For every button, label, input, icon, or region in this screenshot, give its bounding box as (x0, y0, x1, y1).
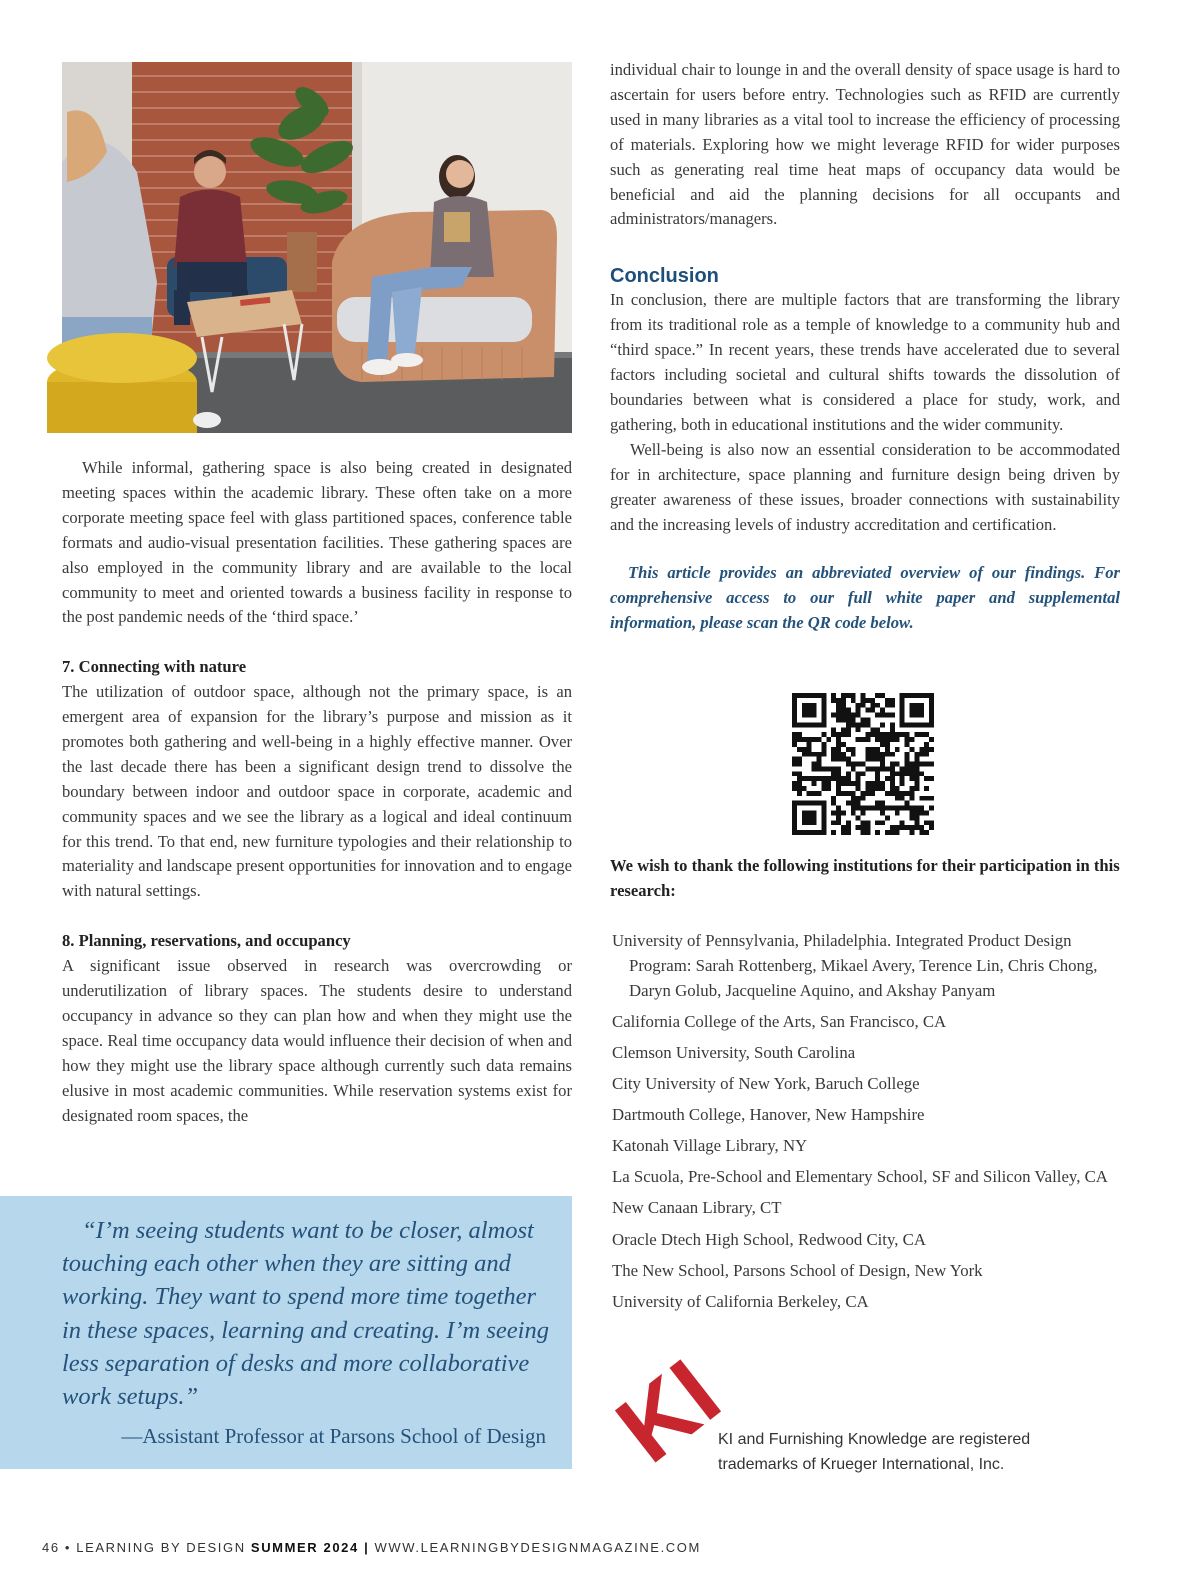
section-8-heading: 8. Planning, reservations, and occupancy (62, 931, 351, 951)
ki-logo (597, 1339, 740, 1484)
lounge-photo-illustration (62, 62, 572, 433)
institution-item: City University of New York, Baruch College (612, 1074, 920, 1094)
white-paper-callout (610, 561, 1120, 636)
magazine-name: LEARNING BY DESIGN (76, 1540, 246, 1555)
footer-divider: | (364, 1540, 370, 1555)
right-column (610, 58, 1120, 636)
institution-item: Katonah Village Library, NY (612, 1136, 808, 1156)
conclusion-paragraph-1: In conclusion, there are multiple factors that are transforming the library from its traditional role as a temple of knowledge to a community hub and “third space.” In recent years, these trends have accelerated due to several factors including societal and cultural shifts towards the dissolution of boundaries between what is considered a place for study, work, and gathering, both in educational institutions and the wider community. (610, 290, 1120, 434)
section-7-heading: 7. Connecting with nature (62, 657, 247, 677)
qr-code-icon[interactable] (792, 693, 934, 835)
left-column (62, 456, 572, 1128)
conclusion-paragraph-2: Well-being is also now an essential consideration to be accommodated for in architecture, space planning and furniture design being driven by greater awareness of these issues, broader connections with sustainability and the increasing levels of industry accreditation and certification. (610, 439, 1120, 534)
section-7-body: The utilization of outdoor space, although not the primary space, is an emergent area of expansion for the library’s purpose and mission as it promotes both gathering and well-being in a highly effective manner. Over the last decade there has been a significant design trend to dissolve the boundary between indoor and outdoor space in corporate, academic and community spaces and we see the library as a logical and ideal continuum for this trend. To that end, new furniture typologies and their relationship to materiality and landscape present opportunities for innovation and to engage with natural settings. (62, 682, 572, 901)
lounge-photo (62, 62, 572, 433)
gathering-space-paragraph: While informal, gathering space is also being created in designated meeting spaces within the academic library. These often take on a more corporate meeting space feel with glass partitioned spaces, conference table formats and audio-visual presentation facilities. These gathering spaces are also employed in the community library and are available to the local community to meet and oriented towards a business facility in response to the post pandemic needs of the ‘third space.’ (62, 458, 572, 627)
institution-item: New Canaan Library, CT (612, 1198, 782, 1218)
institution-item: The New School, Parsons School of Design, New York (612, 1260, 983, 1280)
conclusion-heading: Conclusion (610, 265, 719, 288)
institution-item: La Scuola, Pre-School and Elementary School, SF and Silicon Valley, CA (612, 1167, 1108, 1187)
callout-text: This article provides an abbreviated overview of our findings. For comprehensive access to our full white paper and supplemental information, please scan the QR code below. (610, 563, 1120, 633)
page-footer (42, 1540, 701, 1555)
footer-separator-dot: • (64, 1540, 72, 1555)
institution-item: California College of the Arts, San Francisco, CA (612, 1011, 947, 1031)
institution-item: Dartmouth College, Hanover, New Hampshire (612, 1105, 925, 1125)
institution-item: University of California Berkeley, CA (612, 1291, 869, 1311)
institution-item: Oracle Dtech High School, Redwood City, CA (612, 1229, 926, 1249)
issue-label: SUMMER 2024 (250, 1540, 359, 1555)
institution-item: Clemson University, South Carolina (612, 1043, 856, 1062)
institutions-list (612, 929, 1127, 1321)
pull-quote-content: “I’m seeing students want to be closer, almost touching each other when they are sitting and working. They want to spend more time together in these spaces, learning and creating. I’m seeing less separation of desks and more collaborative work setups.” (62, 1217, 549, 1411)
thanks-heading: We wish to thank the following institutions for their participation in this research: (610, 856, 1120, 900)
page-number: 46 (42, 1540, 60, 1555)
institution-item: University of Pennsylvania, Philadelphia. Integrated Product Design Program: Sarah Rottenberg, Mikael Avery, Terence Lin, Chris Chong, Daryn Golub, Jacqueline Aquino, and Akshay Panyam (612, 931, 1098, 1000)
pull-quote-box (0, 1196, 572, 1469)
ki-logo-text: KI (597, 1339, 740, 1484)
pull-quote-attribution: —Assistant Professor at Parsons School of Design (121, 1424, 546, 1448)
trademark-note: KI and Furnishing Knowledge are registered trademarks of Krueger International, Inc. (718, 1431, 1031, 1473)
pull-quote-text (62, 1214, 552, 1413)
section-8-body: A significant issue observed in research was overcrowding or underutilization of library spaces. The students desire to understand occupancy in advance so they can plan how and when they might use the space. Real time occupancy data would influence their decision of when and how they might use the library space although currently such data remains elusive in most academic communities. While reservation systems exist for designated room spaces, the (62, 956, 572, 1125)
continued-paragraph: individual chair to lounge in and the overall density of space usage is hard to ascertain for users before entry. Technologies such as RFID are currently used in many libraries as a vital tool to increase the efficiency of processing of materials. Exploring how we might leverage RFID for wider purposes such as generating real time heat maps of occupancy data would be beneficial and aid the planning decisions for all occupants and administrators/managers. (610, 60, 1120, 229)
website-link[interactable]: WWW.LEARNINGBYDESIGNMAGAZINE.COM (374, 1540, 701, 1555)
